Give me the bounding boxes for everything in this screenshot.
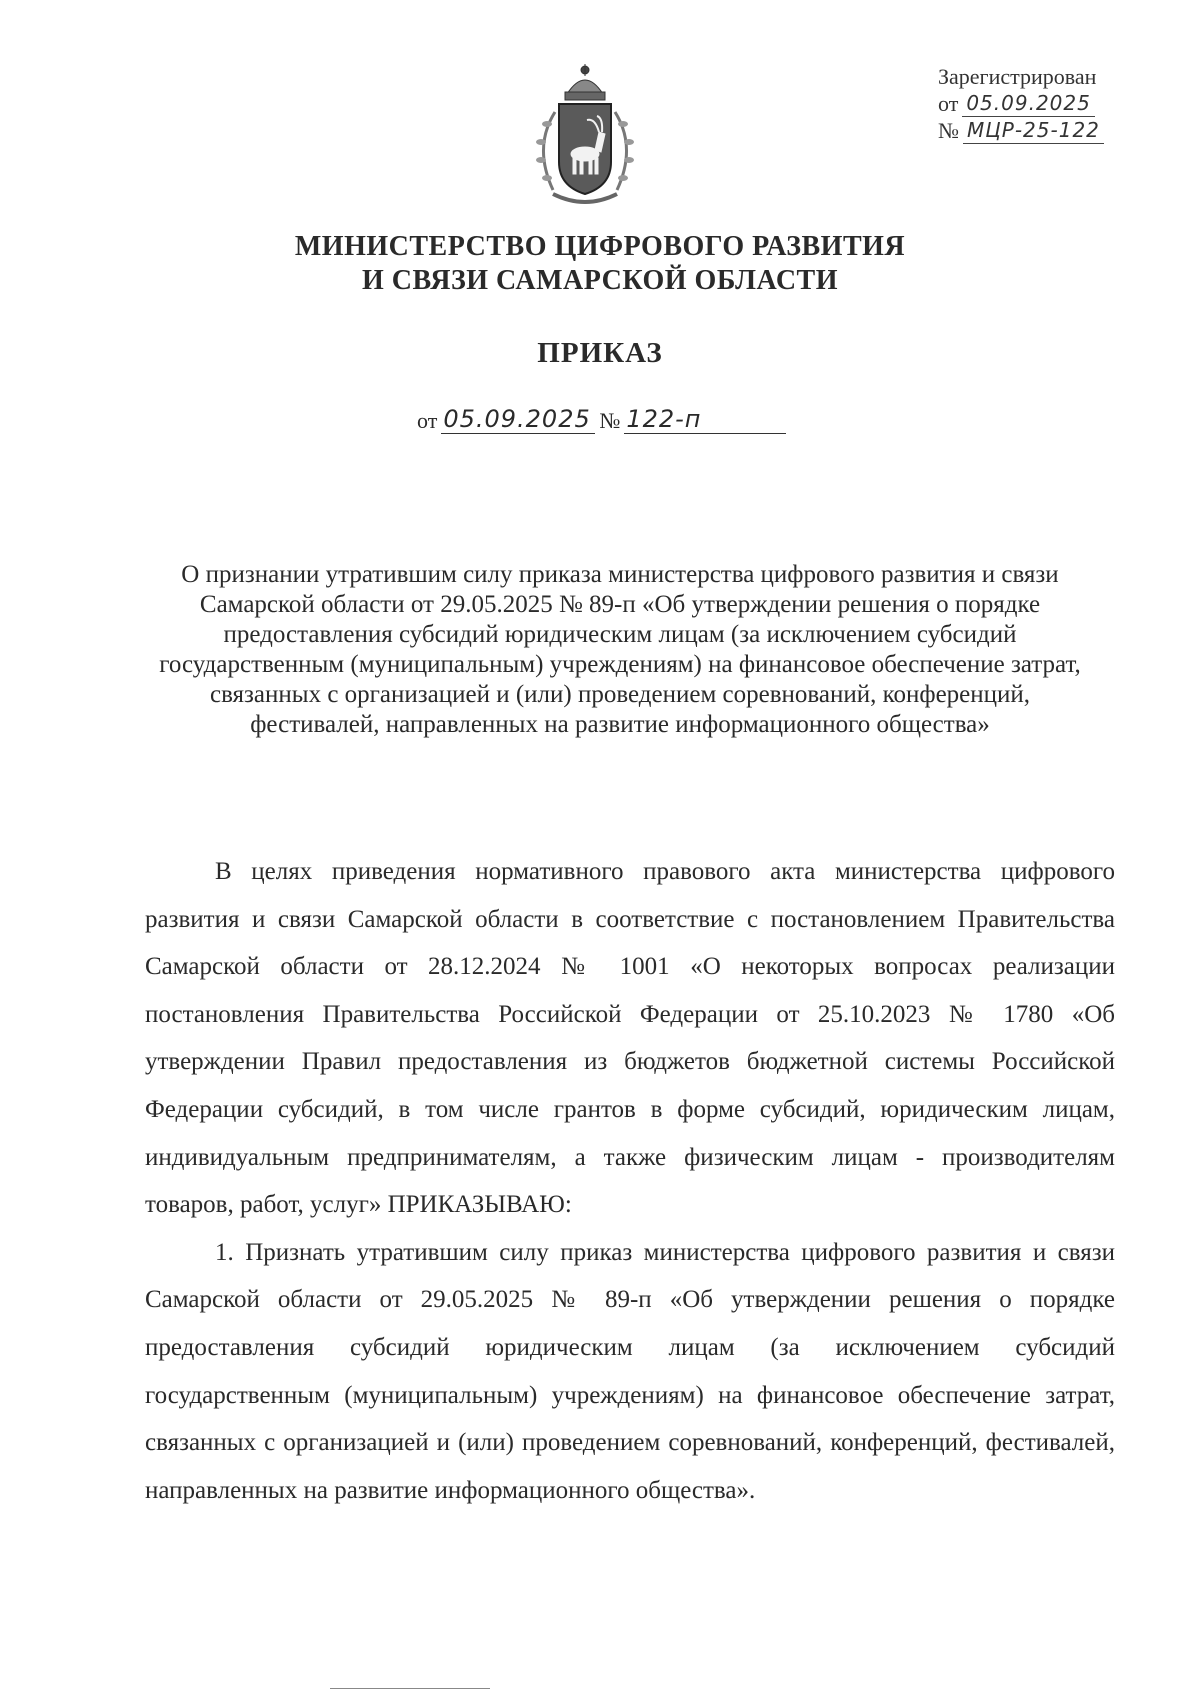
body-paragraph-2: 1. Признать утратившим силу приказ министерства цифрового развития и связи Самарской области от 29.05.2025 № 89-п «Об утверждении решения о порядке предоставления субсидий юридическим лицам (за исключением субсидий государственным (муниципальным) учреждениям) на финансовое обеспечение затрат, связанных с организацией и (или) проведением соревнований, конференций, фестивалей, направленных на развитие информационного общества». <box>145 1238 1115 1504</box>
page-bottom-divider <box>330 1688 490 1689</box>
registration-stamp <box>938 64 1183 144</box>
document-body <box>145 848 1115 1514</box>
registration-date: 05.09.2025 <box>962 90 1095 117</box>
order-number-prefix: № <box>599 408 621 433</box>
document-type: ПРИКАЗ <box>537 337 663 369</box>
registration-number: МЦР-25-122 <box>963 117 1104 144</box>
registration-label: Зарегистрирован <box>938 64 1097 89</box>
registration-number-prefix: № <box>938 118 959 143</box>
registration-date-prefix: от <box>938 91 959 116</box>
body-paragraph-1: В целях приведения нормативного правового акта министерства цифрового развития и связи Самарской области в соответствие с постановлением Правительства Самарской области от 28.12.2024 № 1001 «О некоторых вопросах реализации постановления Правительства Российской Федерации от 25.10.2023 № 1780 «Об утверждении Правил предоставления из бюджетов бюджетной системы Российской Федерации субсидий, в том числе грантов в форме субсидий, юридическим лицам, индивидуальным предпринимателям, а также физическим лицам - производителям товаров, работ, услуг» ПРИКАЗЫВАЮ: <box>145 858 1115 1219</box>
order-date-number <box>413 405 786 434</box>
order-number: 122-п <box>624 405 786 434</box>
coat-of-arms-icon <box>525 62 645 212</box>
ministry-line-1: МИНИСТЕРСТВО ЦИФРОВОГО РАЗВИТИЯ <box>294 231 906 262</box>
order-date: 05.09.2025 <box>441 405 595 434</box>
ministry-name <box>0 230 1200 298</box>
ministry-line-2: И СВЯЗИ САМАРСКОЙ ОБЛАСТИ <box>361 265 839 296</box>
order-date-prefix: от <box>417 408 438 433</box>
document-title: О признании утратившим силу приказа министерства цифрового развития и связи Самарской области от 29.05.2025 № 89-п «Об утверждении решения о порядке предоставления субсидий юридическим лицам (за исключением субсидий государственным (муниципальным) учреждениям) на финансовое обеспечение затрат, связанных с организацией и (или) проведением соревнований, конференций, фестивалей, направленных на развитие информационного общества» <box>159 561 1081 738</box>
